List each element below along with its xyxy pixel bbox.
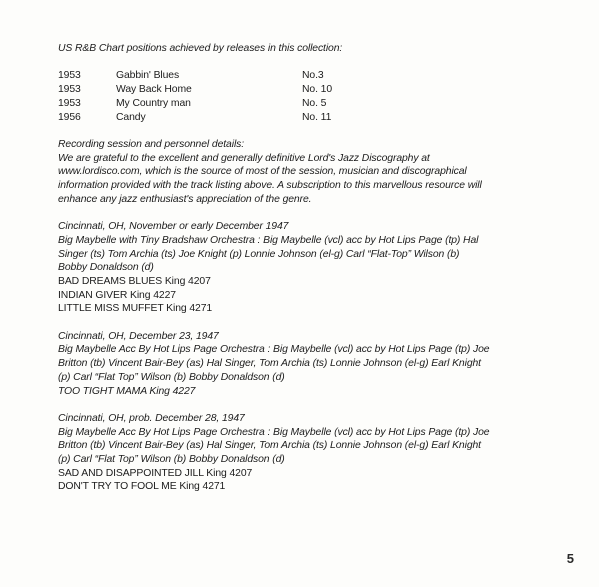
- track-entry: DON'T TRY TO FOOL ME King 4271: [58, 481, 226, 493]
- session-location: Cincinnati, OH, December 23, 1947: [58, 330, 219, 342]
- page-content: [58, 42, 558, 494]
- session-personnel-line: Big Maybelle Acc By Hot Lips Page Orchestra : Big Maybelle (vcl) acc by Hot Lips Page (tp) Joe: [58, 344, 490, 356]
- spacer: [58, 398, 558, 412]
- session-block: [58, 220, 558, 316]
- table-row: [58, 69, 362, 83]
- session-personnel-line: Britton (tb) Vincent Bair-Bey (as) Hal Singer, Tom Archia (ts) Lonnie Johnson (el-g) Earl Knight: [58, 358, 481, 370]
- chart-title: Way Back Home: [116, 84, 192, 96]
- table-row: [58, 83, 362, 97]
- chart-year: 1953: [58, 97, 81, 109]
- table-row: [58, 111, 362, 125]
- credits-paragraph: [58, 152, 558, 207]
- credits-line: www.lordisco.com, which is the source of most of the session, musician and discographical: [58, 166, 467, 178]
- chart-title: Gabbin' Blues: [116, 70, 180, 82]
- recording-heading: Recording session and personnel details:: [58, 138, 245, 150]
- session-location: Cincinnati, OH, November or early December 1947: [58, 221, 289, 233]
- credits-line: enhance any jazz enthusiast's appreciation of the genre.: [58, 193, 312, 205]
- session-location: Cincinnati, OH, prob. December 28, 1947: [58, 412, 245, 424]
- credits-line: information provided with the track listing above. A subscription to this marvellous resource will: [58, 180, 482, 191]
- chart-title: Candy: [116, 111, 146, 123]
- session-personnel-line: Bobby Donaldson (d): [58, 262, 154, 274]
- spacer: [58, 56, 558, 70]
- chart-title: My Country man: [116, 97, 191, 109]
- session-block: [58, 412, 558, 494]
- page-number: 5: [566, 551, 574, 566]
- table-row: [58, 97, 362, 111]
- chart-position: No. 11: [302, 111, 332, 123]
- session-personnel-line: (p) Carl “Flat Top” Wilson (b) Bobby Donaldson (d): [58, 454, 285, 466]
- chart-intro: US R&B Chart positions achieved by releases in this collection:: [58, 43, 343, 54]
- track-entry: BAD DREAMS BLUES King 4207: [58, 275, 211, 287]
- session-personnel-line: Singer (ts) Tom Archia (ts) Joe Knight (p) Lonnie Johnson (el-g) Carl “Flat-Top” Wilson (b): [58, 248, 460, 260]
- session-personnel-line: Big Maybelle with Tiny Bradshaw Orchestra : Big Maybelle (vcl) acc by Hot Lips Page (tp) Hal: [58, 234, 479, 246]
- track-entry: SAD AND DISAPPOINTED JILL King 4207: [58, 467, 253, 479]
- session-personnel-line: Big Maybelle Acc By Hot Lips Page Orchestra : Big Maybelle (vcl) acc by Hot Lips Page (tp) Joe: [58, 426, 490, 438]
- track-entry: TOO TIGHT MAMA King 4227: [58, 385, 196, 397]
- chart-positions-table: [58, 69, 362, 124]
- credits-line: We are grateful to the excellent and generally definitive Lord's Jazz Discography at: [58, 152, 430, 164]
- chart-position: No.3: [302, 70, 324, 82]
- track-entry: INDIAN GIVER King 4227: [58, 289, 176, 301]
- spacer: [58, 206, 558, 220]
- chart-position: No. 10: [302, 84, 333, 96]
- chart-year: 1956: [58, 111, 81, 123]
- session-personnel-line: (p) Carl “Flat Top” Wilson (b) Bobby Donaldson (d): [58, 371, 285, 383]
- spacer: [58, 124, 558, 138]
- track-entry: LITTLE MISS MUFFET King 4271: [58, 303, 213, 315]
- spacer: [58, 316, 558, 330]
- chart-year: 1953: [58, 70, 81, 82]
- chart-position: No. 5: [302, 97, 327, 109]
- session-personnel-line: Britton (tb) Vincent Bair-Bey (as) Hal Singer, Tom Archia (ts) Lonnie Johnson (el-g) Earl Knight: [58, 440, 481, 452]
- chart-year: 1953: [58, 84, 81, 96]
- session-block: [58, 330, 558, 399]
